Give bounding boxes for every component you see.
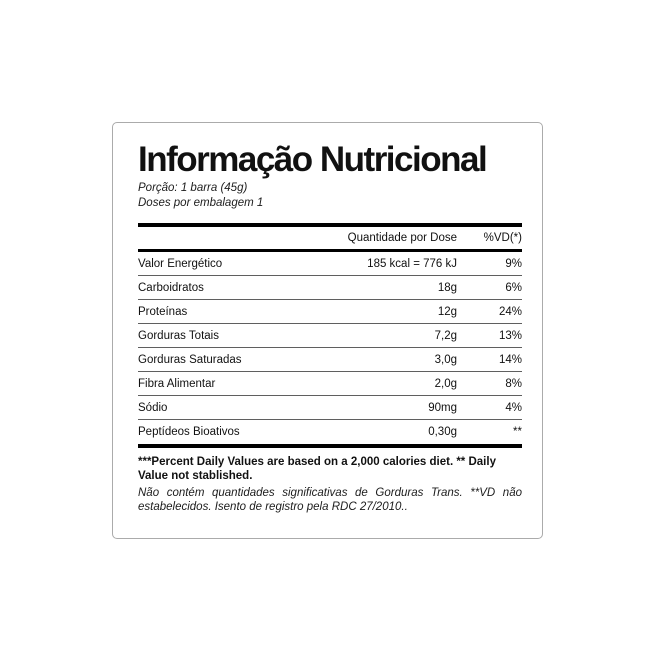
column-header-dv: %VD(*) <box>483 232 522 244</box>
column-header-quantity: Quantidade por Dose <box>347 232 457 244</box>
nutrient-name: Proteínas <box>138 305 188 318</box>
table-row <box>138 420 522 444</box>
nutrient-dv: 9% <box>505 257 522 270</box>
nutrient-quantity: 18g <box>437 281 457 294</box>
nutrient-quantity: 7,2g <box>434 329 457 342</box>
nutrient-dv: ** <box>513 426 522 438</box>
table-header <box>138 227 522 249</box>
nutrient-dv: 4% <box>505 401 522 414</box>
nutrient-name: Fibra Alimentar <box>138 377 216 390</box>
nutrient-quantity: 185 kcal = 776 kJ <box>367 257 457 270</box>
divider-bar-bottom <box>138 444 522 448</box>
nutrient-name: Gorduras Saturadas <box>138 353 242 366</box>
nutrient-dv: 24% <box>498 305 522 318</box>
table-row <box>138 372 522 396</box>
nutrient-name: Gorduras Totais <box>138 329 219 342</box>
nutrient-quantity: 3,0g <box>434 353 457 366</box>
table-row <box>138 300 522 324</box>
nutrition-label <box>112 122 543 539</box>
nutrient-name: Valor Energético <box>138 257 223 270</box>
footnote-trans-fat: Não contém quantidades significativas de Gorduras Trans. **VD não estabelecidos. Isento de registro pela RDC 27/2010.. <box>138 487 522 513</box>
nutrient-dv: 8% <box>505 377 522 390</box>
table-row <box>138 252 522 276</box>
servings-per-package: Doses por embalagem 1 <box>138 197 264 209</box>
table-row <box>138 348 522 372</box>
footnote-daily-values: ***Percent Daily Values are based on a 2,000 calories diet. ** Daily Value not stablished. <box>138 456 496 482</box>
nutrient-quantity: 90mg <box>428 401 457 414</box>
label-title: Informação Nutricional <box>138 140 487 179</box>
table-row <box>138 276 522 300</box>
table-row <box>138 324 522 348</box>
nutrient-table <box>138 252 522 444</box>
nutrient-dv: 13% <box>498 329 522 342</box>
nutrient-quantity: 2,0g <box>434 377 457 390</box>
nutrient-name: Carboidratos <box>138 281 204 294</box>
nutrient-quantity: 0,30g <box>428 426 457 438</box>
serving-size: Porção: 1 barra (45g) <box>138 182 248 194</box>
nutrient-dv: 14% <box>498 353 522 366</box>
table-row <box>138 396 522 420</box>
nutrient-name: Sódio <box>138 401 168 414</box>
nutrient-dv: 6% <box>505 281 522 294</box>
nutrient-name: Peptídeos Bioativos <box>138 426 240 438</box>
nutrient-quantity: 12g <box>437 305 457 318</box>
